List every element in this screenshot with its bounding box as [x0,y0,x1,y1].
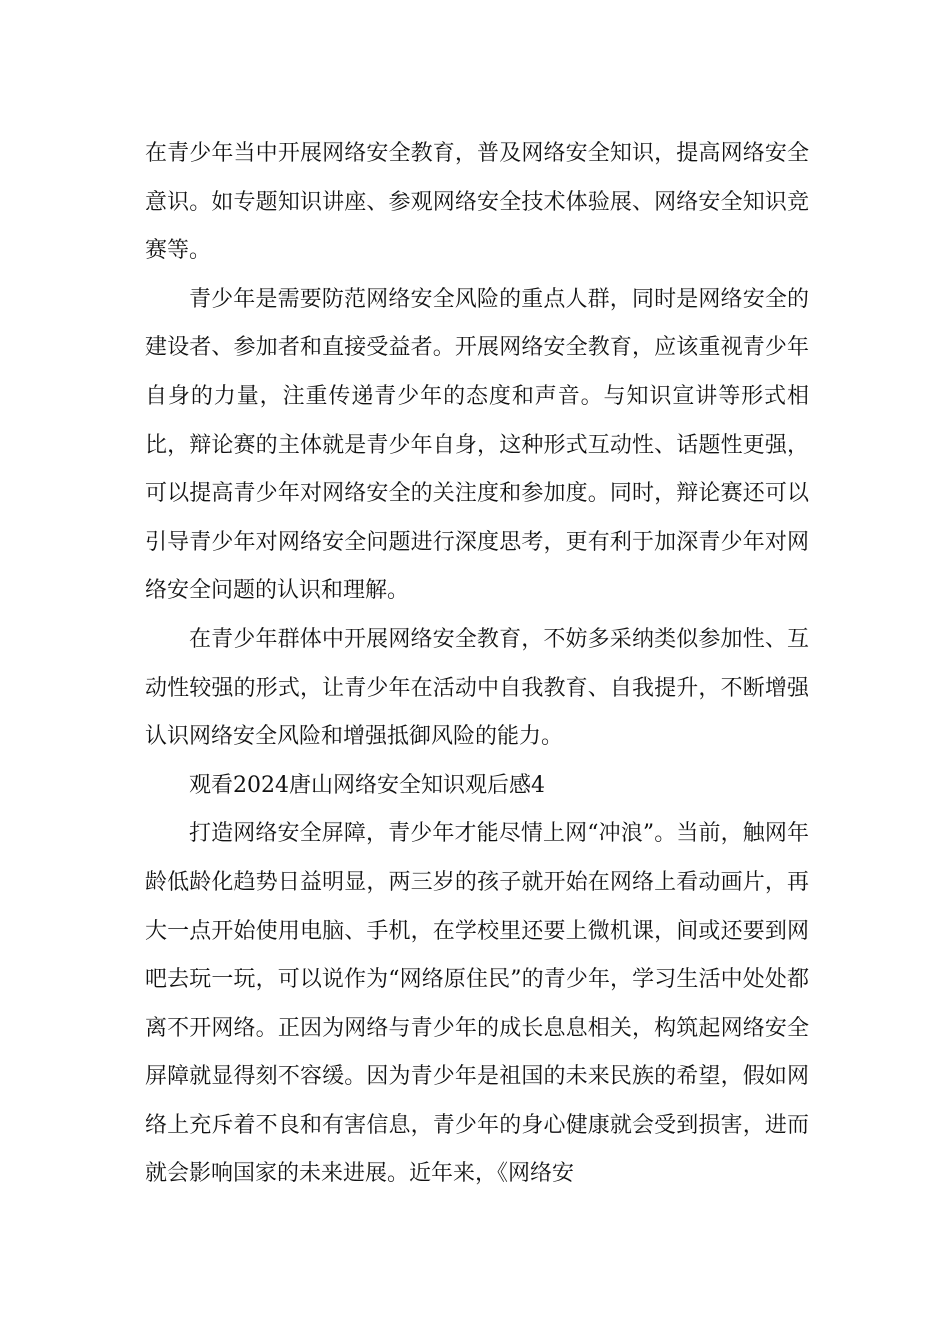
document-body [145,130,809,1199]
paragraph-4: 打造网络安全屏障，青少年才能尽情上网“冲浪”。当前，触网年龄低龄化趋势日益明显，两三岁的孩子就开始在网络上看动画片，再大一点开始使用电脑、手机，在学校里还要上微机课，间或还要到网吧去玩一玩，可以说作为“网络原住民”的青少年，学习生活中处处都离不开网络。正因为网络与青少年的成长息息相关，构筑起网络安全屏障就显得刻不容缓。因为青少年是祖国的未来民族的希望，假如网络上充斥着不良和有害信息，青少年的身心健康就会受到损害，进而就会影响国家的未来进展。近年来，《网络安 [145,821,809,1187]
paragraph-2: 青少年是需要防范网络安全风险的重点人群，同时是网络安全的建设者、参加者和直接受益者。开展网络安全教育，应该重视青少年自身的力量，注重传递青少年的态度和声音。与知识宣讲等形式相比，辩论赛的主体就是青少年自身，这种形式互动性、话题性更强，可以提高青少年对网络安全的关注度和参加度。同时，辩论赛还可以引导青少年对网络安全问题进行深度思考，更有利于加深青少年对网络安全问题的认识和理解。 [145,286,809,604]
paragraph-1: 在青少年当中开展网络安全教育，普及网络安全知识，提高网络安全意识。如专题知识讲座、参观网络安全技术体验展、网络安全知识竞赛等。 [145,141,809,264]
section-heading: 观看2024唐山网络安全知识观后感4 [189,772,545,798]
paragraph-3: 在青少年群体中开展网络安全教育，不妨多采纳类似参加性、互动性较强的形式，让青少年在活动中自我教育、自我提升，不断增强认识网络安全风险和增强抵御风险的能力。 [145,626,809,750]
